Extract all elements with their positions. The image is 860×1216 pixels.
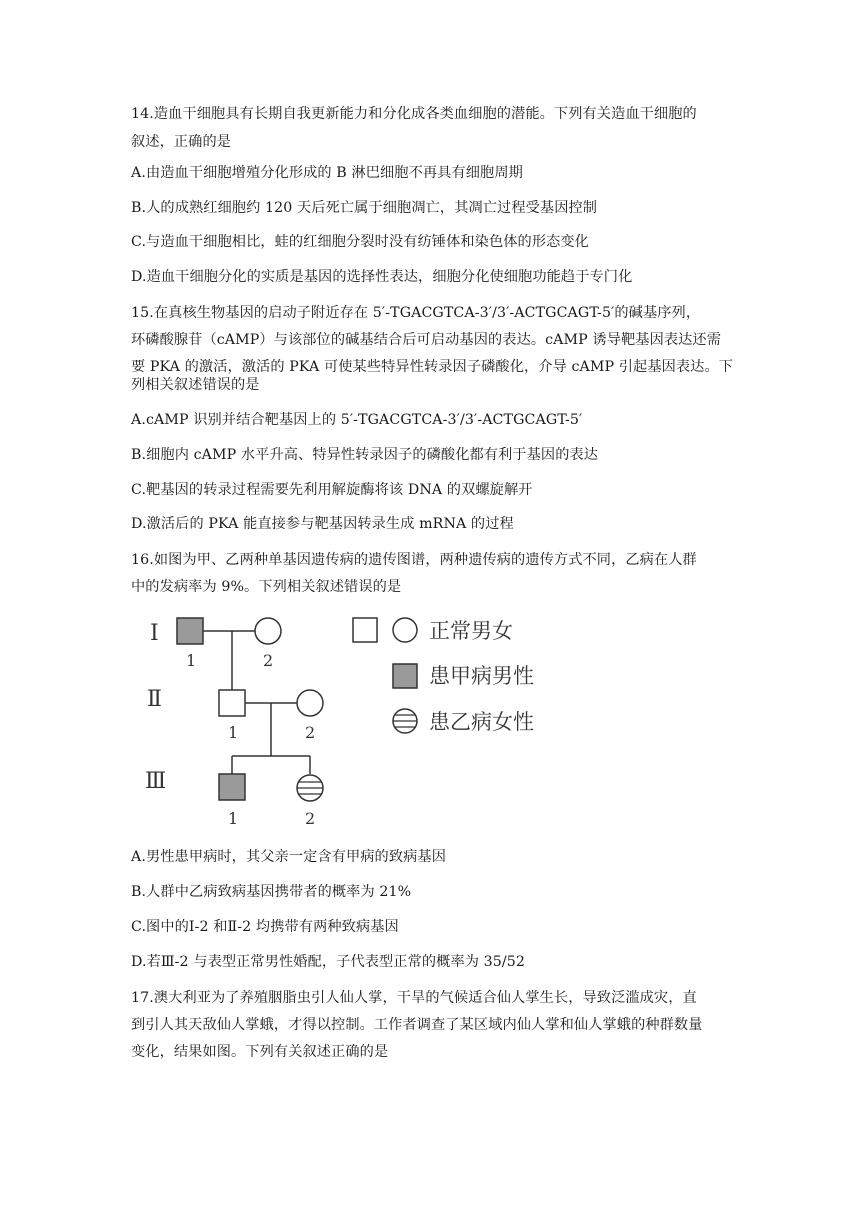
generation-label-1: Ⅰ xyxy=(150,621,159,646)
q16-stem-line-2: 中的发病率为 9%。下列相关叙述错误的是 xyxy=(131,579,402,595)
q17-stem-line-3: 变化，结果如图。下列有关叙述正确的是 xyxy=(131,1044,389,1060)
gen2-individual-2-normal-female xyxy=(297,690,323,716)
legend-normal-female-symbol xyxy=(393,618,417,642)
gen2-number-2: 2 xyxy=(305,723,316,742)
q15-option-d: D.激活后的 PKA 能直接参与靶基因转录生成 mRNA 的过程 xyxy=(131,516,514,532)
legend-disease-a-male-symbol xyxy=(393,664,417,688)
gen3-individual-1-affected-male xyxy=(219,774,245,800)
q17-stem-line-2: 到引人其天敌仙人掌蛾，才得以控制。工作者调查了某区域内仙人掌和仙人掌蛾的种群数量 xyxy=(131,1017,703,1033)
q15-stem-line-2: 环磷酸腺苷（cAMP）与该部位的碱基结合后可启动基因的表达。cAMP 诱导靶基因表达还需 xyxy=(131,332,722,348)
q16-option-c: C.图中的Ⅰ-2 和Ⅱ-2 均携带有两种致病基因 xyxy=(131,919,399,935)
q15-option-b: B.细胞内 cAMP 水平升高、特异性转录因子的磷酸化都有利于基因的表达 xyxy=(131,447,599,463)
q17-stem-line-1: 17.澳大利亚为了养殖胭脂虫引人仙人掌，干旱的气候适合仙人掌生长，导致泛滥成灾，直 xyxy=(131,990,697,1006)
gen2-individual-1-normal-male xyxy=(219,690,245,716)
gen2-number-1: 1 xyxy=(228,723,239,742)
q14-option-a: A.由造血干细胞增殖分化形成的 B 淋巴细胞不再具有细胞周期 xyxy=(131,165,523,181)
q16-stem-line-1: 16.如图为甲、乙两种单基因遗传病的遗传图谱，两种遗传病的遗传方式不同，乙病在人群 xyxy=(131,552,697,568)
gen3-individual-2-disease-b-female xyxy=(297,775,323,801)
q14-stem-line-2: 叙述，正确的是 xyxy=(131,134,232,150)
q15-option-a: A.cAMP 识别并结合靶基因上的 5′-TGACGTCA-3′/3′-ACTGCAGT-5′ xyxy=(131,412,583,428)
q16-option-d: D.若Ⅲ-2 与表型正常男性婚配，子代表型正常的概率为 35/52 xyxy=(131,954,526,970)
pedigree-diagram xyxy=(140,608,580,838)
legend-disease-b-female-symbol xyxy=(393,709,417,733)
q14-stem-line-1: 14.造血干细胞具有长期自我更新能力和分化成各类血细胞的潜能。下列有关造血干细胞的 xyxy=(131,106,697,122)
gen1-individual-1-affected-male xyxy=(177,618,203,644)
q14-option-d: D.造血干细胞分化的实质是基因的选择性表达，细胞分化使细胞功能趋于专门化 xyxy=(131,269,633,285)
q15-stem-line-4: 列相关叙述错误的是 xyxy=(131,377,260,393)
q15-stem-line-1: 15.在真核生物基因的启动子附近存在 5′-TGACGTCA-3′/3′-ACTGCAGT-5′的碱基序列， xyxy=(131,305,701,321)
gen3-number-2: 2 xyxy=(305,809,316,828)
q15-stem-line-3: 要 PKA 的激活，激活的 PKA 可使某些特异性转录因子磷酸化，介导 cAMP 引起基因表达。下 xyxy=(131,359,734,375)
legend-disease-b-label: 患乙病女性 xyxy=(429,710,534,734)
generation-label-2: Ⅱ xyxy=(147,687,162,712)
gen3-number-1: 1 xyxy=(228,809,239,828)
q15-option-c: C.靶基因的转录过程需要先利用解旋酶将该 DNA 的双螺旋解开 xyxy=(131,482,533,498)
generation-label-3: Ⅲ xyxy=(145,769,167,794)
gen1-number-2: 2 xyxy=(263,651,274,670)
gen1-individual-2-normal-female xyxy=(255,618,281,644)
legend-disease-a-label: 患甲病男性 xyxy=(429,664,534,688)
q16-option-b: B.人群中乙病致病基因携带者的概率为 21% xyxy=(131,884,412,900)
q16-option-a: A.男性患甲病时，其父亲一定含有甲病的致病基因 xyxy=(131,849,446,865)
q14-option-b: B.人的成熟红细胞约 120 天后死亡属于细胞凋亡，其凋亡过程受基因控制 xyxy=(131,200,598,216)
gen1-number-1: 1 xyxy=(186,651,197,670)
q14-option-c: C.与造血干细胞相比，蛙的红细胞分裂时没有纺锤体和染色体的形态变化 xyxy=(131,234,589,250)
legend-normal-label: 正常男女 xyxy=(429,619,513,643)
legend-normal-male-symbol xyxy=(353,618,377,642)
